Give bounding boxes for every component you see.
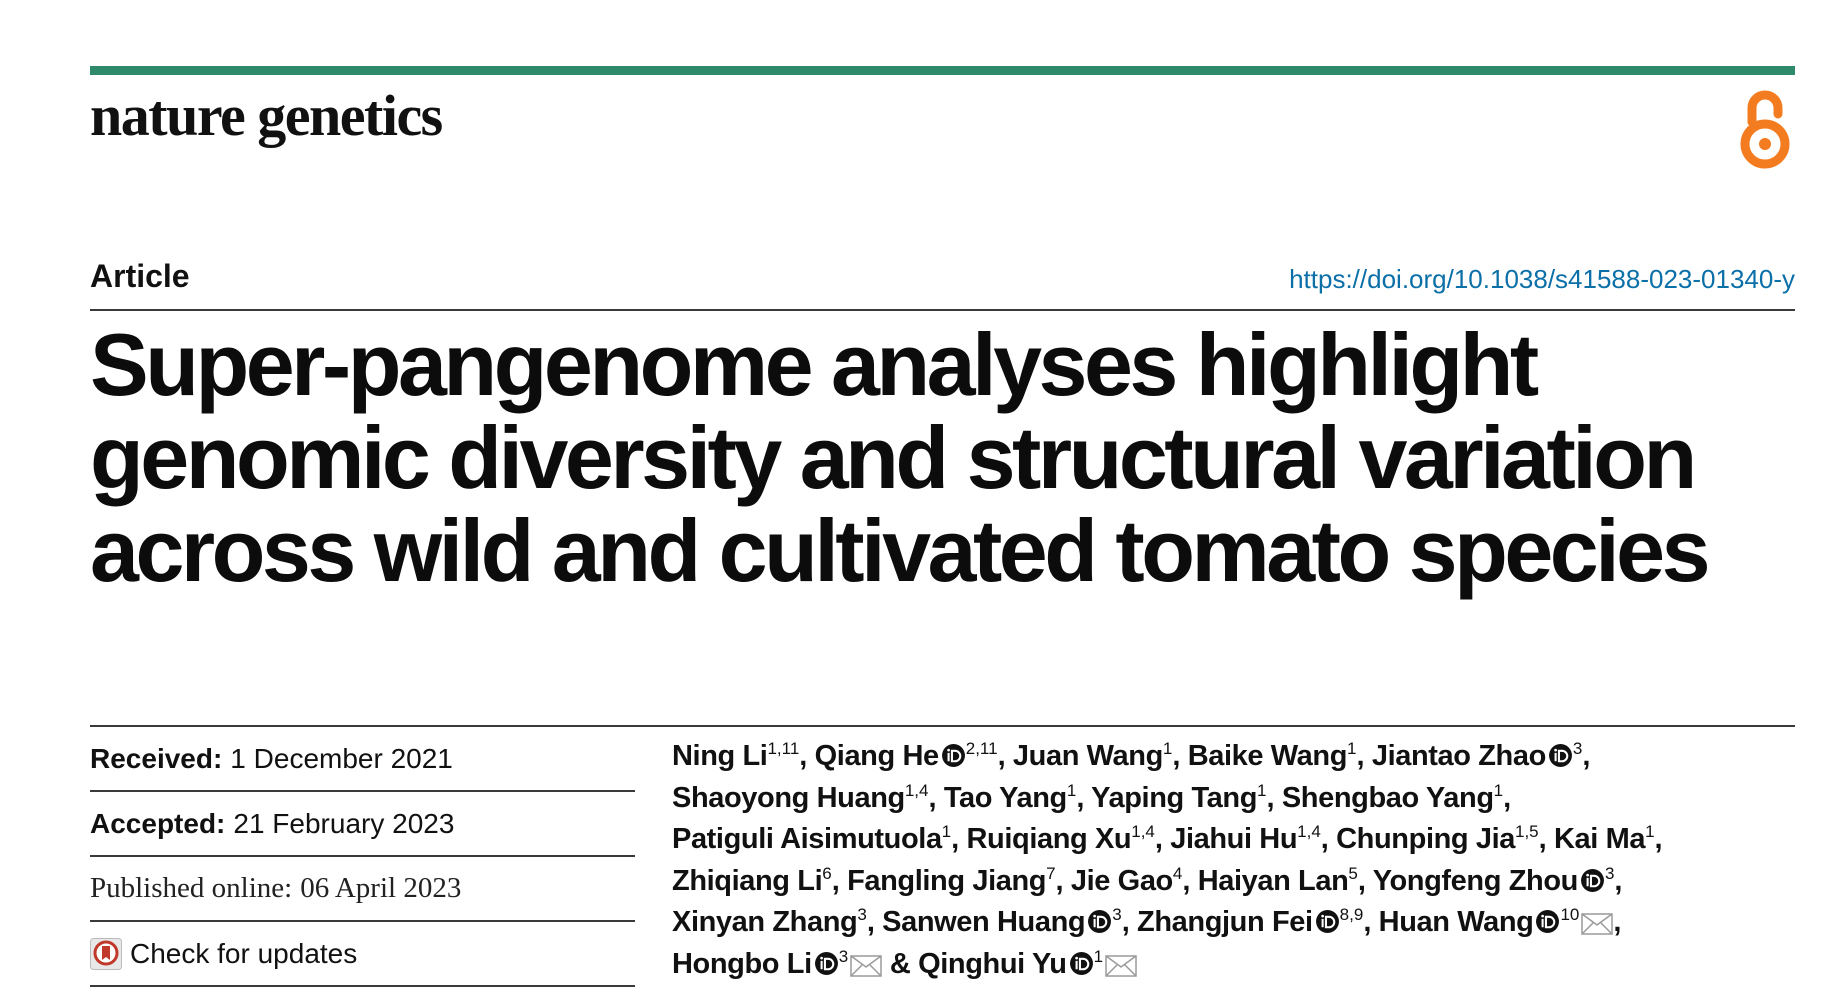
author-affiliation: 3 [1572,739,1583,758]
author[interactable]: Sanwen Huang $^3$, [882,905,1130,939]
author[interactable]: Shengbao Yang$^1$, [1281,780,1511,814]
author-name: Huan Wang [1378,906,1534,939]
email-envelope-icon[interactable] [1105,955,1137,977]
published-date: 06 April 2023 [300,872,462,904]
author-affiliation: 1 [1347,739,1357,758]
author-name: Zhangjun Fei [1137,906,1313,939]
author-affiliation: 1 [1066,780,1077,800]
author[interactable]: Shaoyong Huang$^{1,4}$, [672,780,937,814]
author-affiliation: 3 [1112,905,1122,925]
author-name: Baike Wang [1187,740,1348,772]
author-affiliation: 1 [1162,739,1173,758]
author[interactable]: Yaping Tang$^1$, [1091,780,1275,814]
author[interactable]: Qiang He $^{2,11}$, [814,739,1006,772]
author[interactable]: Haiyan Lan$^5$, [1197,863,1366,897]
published-row [90,857,635,922]
journal-top-rule [90,66,1795,75]
author-affiliation: 3 [1604,863,1615,883]
received-date: 1 December 2021 [230,742,453,774]
author-affiliation: 1,11 [767,739,800,758]
author-name: Yaping Tang [1091,781,1258,814]
check-for-updates-icon [90,938,122,970]
author-affiliation: 1,4 [904,780,929,800]
author-name: Fangling Jiang [847,864,1047,897]
author-name: Kai Ma [1553,823,1646,856]
author-affiliation: 1 [1645,822,1655,842]
author-name: Patiguli Aisimutuola [672,823,942,856]
author-affiliation: 1 [1093,946,1104,966]
orcid-icon[interactable] [1548,743,1573,768]
author-name: Xinyan Zhang [672,906,858,939]
received-label: Received: [90,742,223,774]
accepted-row [90,792,635,857]
author[interactable]: Tao Yang$^1$, [943,780,1085,814]
author[interactable]: Zhiqiang Li$^6$, [672,863,840,897]
author-affiliation: 6 [822,863,832,883]
author[interactable]: Ning Li$^{1,11}$, [672,739,807,772]
article-title: Super-pangenome analyses highlight genomic diversity and structural variation across wild and cultivated tomato species [90,315,1708,600]
orcid-icon[interactable] [814,951,839,976]
author-name: Jiantao Zhao [1371,740,1546,772]
orcid-icon[interactable] [1580,868,1605,893]
author-list: Ning Li$^{1,11}$, Qiang He $^{2,11}$, Juan Wang$^1$, Baike Wang$^1$, Jiantao Zhao $^3$, Shaoyong Huang$^{1,4}$, Tao Yang$^1$, Yaping Tang$^1$, Shengbao Yang$^1$, Patiguli Aisimutuola$^1$, Ruiqiang Xu$^{1,4}$, Jiahui Hu$^{1,4}$, Chunping Jia$^{1,5}$, Kai Ma$^1$, Zhiqiang Li$^6$, Fangling Jiang$^7$, Jie Gao$^4$, Haiyan Lan$^5$, Yongfeng Zhou $^3$, Xinyan Zhang$^3$, Sanwen Huang $^3$, Zhangjun Fei $^{8,9}$, Huan Wang $^{10}$ , Hongbo Li $^3$ & Qinghui Yu $^1$ [672,739,1663,980]
author-name: Jie Gao [1070,864,1173,897]
author[interactable]: Ruiqiang Xu$^{1,4}$, [966,822,1163,856]
author[interactable]: Jiahui Hu$^{1,4}$, [1170,822,1329,856]
author-name: Zhiqiang Li [672,864,823,897]
author-affiliation: 1 [1493,780,1504,800]
author-name: Shengbao Yang [1281,781,1494,814]
author[interactable]: Baike Wang$^1$, [1187,739,1365,772]
author[interactable] [672,948,882,980]
author-name: Jiahui Hu [1170,823,1298,856]
author-name: Qinghui Yu [918,947,1067,980]
author[interactable]: Kai Ma$^1$, [1553,822,1663,856]
author-affiliation: 4 [1172,863,1183,883]
author-affiliation: 1 [941,822,952,842]
author[interactable]: Chunping Jia$^{1,5}$, [1336,822,1547,856]
doi-link[interactable]: https://doi.org/10.1038/s41588-023-01340-y [1289,264,1795,294]
header-divider [90,309,1795,311]
author[interactable]: Huan Wang $^{10}$ , [1378,905,1622,939]
author-affiliation: 8,9 [1339,905,1364,925]
author-name: Juan Wang [1012,740,1163,772]
author-name: Tao Yang [943,781,1067,814]
journal-name[interactable]: nature genetics [90,83,442,148]
author[interactable]: Yongfeng Zhou $^3$, [1372,863,1623,897]
check-for-updates-label: Check for updates [130,937,358,969]
author-name: Ruiqiang Xu [966,823,1132,856]
author[interactable]: Xinyan Zhang$^3$, [672,905,875,939]
author[interactable]: Jie Gao$^4$, [1070,863,1191,897]
article-dates-panel [90,727,635,987]
open-access-icon[interactable] [1738,84,1792,170]
orcid-icon[interactable] [1535,909,1560,934]
author-affiliation: 5 [1348,863,1358,883]
author-name: Ning Li [672,740,768,772]
author-affiliation: 2,11 [965,739,998,758]
orcid-icon[interactable] [1069,951,1094,976]
author[interactable]: Fangling Jiang$^7$, [847,863,1064,897]
accepted-date: 21 February 2023 [233,807,455,839]
author-name: Yongfeng Zhou [1372,864,1578,897]
author-name: Shaoyong Huang [672,781,905,814]
orcid-icon[interactable] [1087,909,1112,934]
author-affiliation: 10 [1560,905,1580,925]
author-affiliation: 1,5 [1515,822,1539,842]
email-envelope-icon[interactable] [850,955,882,977]
author-affiliation: 1 [1257,780,1267,800]
article-type-label: Article [90,258,190,294]
author-affiliation: 1,4 [1131,822,1155,842]
orcid-icon[interactable] [941,743,966,768]
author-affiliation: 3 [857,905,867,925]
author-name: Sanwen Huang [882,906,1086,939]
author-affiliation: 1,4 [1297,822,1321,842]
author-affiliation: 7 [1046,863,1056,883]
author[interactable]: Juan Wang$^1$, [1012,739,1181,772]
orcid-icon[interactable] [1315,909,1340,934]
author-name: Qiang He [814,740,939,772]
author-affiliation: 3 [838,946,849,966]
author-name: Haiyan Lan [1197,864,1349,897]
accepted-label: Accepted: [90,807,226,839]
published-label: Published online: [90,872,293,904]
author[interactable]: Zhangjun Fei $^{8,9}$, [1137,905,1371,939]
author-name: Hongbo Li [672,947,812,980]
author[interactable]: Jiantao Zhao $^3$, [1371,739,1591,772]
received-row [90,727,635,792]
author[interactable]: Patiguli Aisimutuola$^1$, [672,822,959,856]
check-for-updates-button[interactable] [90,922,635,987]
author-name: Chunping Jia [1336,823,1515,856]
email-envelope-icon[interactable] [1581,913,1613,935]
author[interactable] [918,948,1137,980]
